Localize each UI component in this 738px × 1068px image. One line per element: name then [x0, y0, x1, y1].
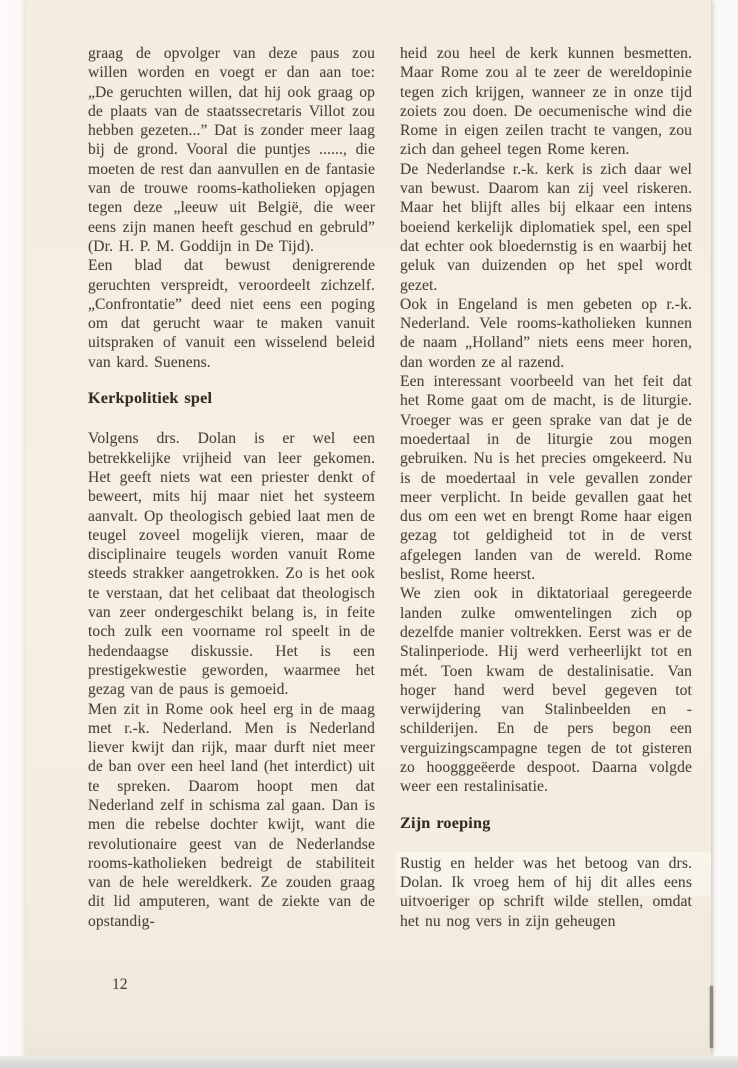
scan-left-margin: [0, 0, 26, 1056]
paragraph: De Nederlandse r.-k. kerk is zich daar wel van bewust. Daarom kan zij veel riskeren. Maar het blijft alles bij elkaar een intens boeiend kerkelijk diplomatiek spel, een spel dat echter ook bloedernstig is en waarbij het geluk van duizenden op het spel wordt gezet.: [400, 160, 692, 294]
section-heading-zijn-roeping: Zijn roeping: [400, 813, 491, 832]
scan-bottom-band: [0, 1056, 738, 1068]
paragraph: Rustig en helder was het betoog van drs. Dolan. Ik vroeg hem of hij dit alles eens uitvoeriger op schrift wilde stellen, omdat het nu nog vers in zijn geheugen: [400, 854, 692, 930]
page-number: 12: [112, 976, 128, 993]
right-column: [400, 44, 692, 931]
scanned-page: [26, 0, 711, 1056]
section-heading-kerkpolitiek-spel: Kerkpolitiek spel: [88, 389, 213, 408]
paragraph: graag de opvolger van deze paus zou willen worden en voegt er dan aan toe: „De geruchten willen, dat hij ook graag op de plaats van de staatssecretaris Villot zou hebben gezeten...” Dat is zonder meer laag bij de grond. Vooral die puntjes ......, die moeten de rest dan aanvullen en de fantasie van de trouwe rooms-katholieken opjagen tegen deze „leeuw uit België, die weer eens zijn manen heeft geschud en gebruld” (Dr. H. P. M. Goddijn in De Tijd).: [88, 45, 375, 255]
page-edge-shadow-line: [710, 986, 713, 1048]
paragraph: We zien ook in diktatoriaal geregeerde landen zulke omwentelingen zich op dezelfde manier voltrekken. Eerst was er de Stalinperiode. Hij werd verheerlijkt tot en mét. Toen kwam de destalinisatie. Van hoger hand werd bevel gegeven tot verwijdering van Stalinbeelden en -schilderijen. En de pers begon een verguizingscampagne tegen de tot gisteren zo hoogggeëerde despoot. Daarna volgde weer een restalinisatie.: [400, 585, 692, 796]
paragraph: Een interessant voorbeeld van het feit dat het Rome gaat om de macht, is de liturgie. Vroeger was er geen sprake van dat je de moedertaal in de liturgie zou mogen gebruiken. Nu is het precies omgekeerd. Nu is de moedertaal in vele gevallen zonder meer verplicht. In beide gevallen gaat het dus om een wet en brengt Rome haar eigen gezag tot geldigheid tot in de verst afgelegen landen van de wereld. Rome beslist, Rome heerst.: [400, 373, 692, 584]
paragraph: Volgens drs. Dolan is er wel een betrekkelijke vrijheid van leer gekomen. Het geeft niets wat een priester denkt of beweert, mits hij maar niet het systeem aanvalt. Op theologisch gebied laat men de teugel zoveel mogelijk vieren, maar de disciplinaire teugels worden vanuit Rome steeds strakker aangetrokken. Zo is het ook te verstaan, dat het celibaat dat theologisch van zeer ondergeschikt belang is, in feite toch zulk een voorname rol speelt in de hedendaagse diskussie. Het is een prestigekwestie geworden, waarmee het gezag van de paus is gemoeid.: [88, 430, 375, 699]
left-column: [88, 44, 375, 931]
paragraph: Een blad dat bewust denigrerende geruchten verspreidt, veroordeelt zichzelf. „Confrontatie” deed niet eens een poging om dat gerucht waar te maken vanuit uitspraken of vanuit een wisselend beleid van kard. Suenens.: [88, 257, 375, 371]
page-content: [88, 44, 692, 931]
paragraph: Men zit in Rome ook heel erg in de maag met r.-k. Nederland. Men is Nederland liever kwijt dan rijk, maar durft niet meer de ban over een heel land (het interdict) uit te spreken. Daarom hoopt men dat Nederland zelf in schisma zal gaan. Dan is men die rebelse dochter kwijt, want die revolutionaire geest van de Nederlandse rooms-katholieken bedreigt de stabiliteit van de hele wereldkerk. Ze zouden graag dit lid amputeren, want de ziekte van de opstandig-: [88, 700, 375, 930]
paragraph: heid zou heel de kerk kunnen besmetten. Maar Rome zou al te zeer de wereldopinie tegen zich krijgen, wanneer ze in onze tijd zoiets zou doen. De oecumenische wind die Rome in eigen zeilen tracht te vangen, zou zich dan geheel tegen Rome keren.: [400, 45, 692, 159]
paragraph: Ook in Engeland is men gebeten op r.-k. Nederland. Vele rooms-katholieken kunnen de naam „Holland” niets eens meer horen, dan worden ze al razend.: [400, 295, 692, 371]
